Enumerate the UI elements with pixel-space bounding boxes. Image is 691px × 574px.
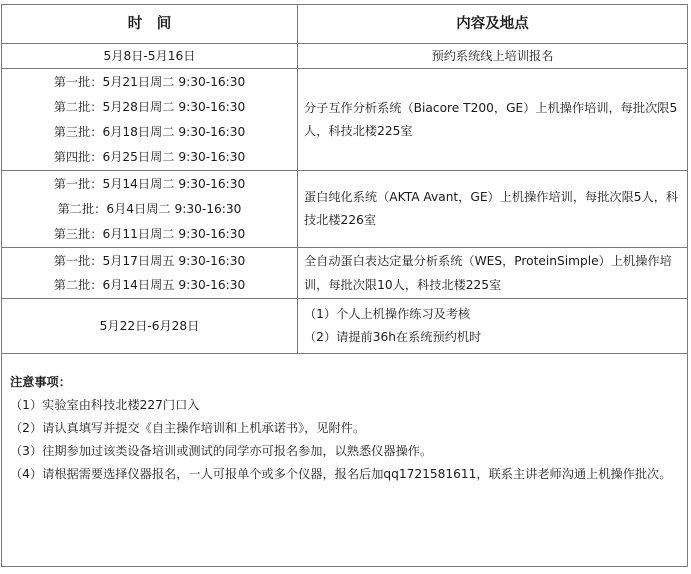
time-line: 第二批：6月4日周二 9:30-16:30 — [57, 201, 242, 216]
note-item: （2）请认真填写并提交《自主操作培训和上机承诺书》，见附件。 — [10, 421, 366, 435]
content-text: 蛋白纯化系统（AKTA Avant，GE）上机操作培训，每批次限5人，科技北楼226室 — [304, 190, 679, 227]
table-row — [2, 44, 688, 69]
content-text: 分子互作分析系统（Biacore T200，GE）上机操作培训，每批次限5人，科技北楼225室 — [304, 100, 678, 138]
time-line: 第一批：5月14日周二 9:30-16:30 — [53, 176, 246, 191]
content-cell — [298, 44, 688, 69]
time-line: 第四批：6月25日周二 9:30-16:30 — [53, 149, 246, 164]
header-time: 时 间 — [2, 5, 298, 44]
time-line: 5月22日-6月28日 — [99, 318, 200, 333]
content-line: （1）个人上机操作练习及考核 — [304, 307, 471, 321]
table-row — [2, 248, 688, 299]
time-cell — [2, 69, 298, 171]
content-cell — [298, 171, 688, 248]
time-line: 第三批：6月11日周二 9:30-16:30 — [53, 226, 246, 241]
notes-row — [2, 354, 688, 567]
note-item: （3）往期参加过该类设备培训或测试的同学亦可报名参加，以熟悉仪器操作。 — [10, 444, 433, 458]
time-line: 第三批：6月18日周二 9:30-16:30 — [53, 124, 246, 139]
table-row — [2, 69, 688, 171]
content-line: 预约系统线上培训报名 — [431, 48, 554, 63]
notes-title: 注意事项： — [10, 375, 71, 389]
time-line: 第一批：5月21日周二 9:30-16:30 — [53, 74, 246, 89]
note-item: （1）实验室由科技北楼227门口入 — [10, 398, 200, 412]
note-item: （4）请根据需要选择仪器报名，一人可报单个或多个仪器，报名后加qq1721581611，联系主讲老师沟通上机操作批次。 — [10, 467, 672, 481]
content-cell — [298, 69, 688, 171]
time-cell — [2, 44, 298, 69]
schedule-table — [1, 4, 688, 567]
header-content: 内容及地点 — [298, 5, 688, 44]
content-text: 全自动蛋白表达定量分析系统（WES，ProteinSimple）上机操作培训，每批次限10人，科技北楼225室 — [304, 254, 672, 292]
table-row — [2, 171, 688, 248]
content-cell — [298, 299, 688, 354]
time-line: 第一批：5月17日周五 9:30-16:30 — [53, 254, 246, 268]
time-line: 5月8日-5月16日 — [103, 48, 196, 63]
time-cell — [2, 248, 298, 299]
table-row — [2, 299, 688, 354]
content-line: （2）请提前36h在系统预约机时 — [304, 330, 482, 344]
content-cell — [298, 248, 688, 299]
time-line: 第二批：5月28日周二 9:30-16:30 — [53, 99, 246, 114]
time-line: 第二批：6月14日周五 9:30-16:30 — [53, 278, 246, 292]
time-cell — [2, 299, 298, 354]
time-cell — [2, 171, 298, 248]
table-header-row — [2, 5, 688, 44]
notes-cell — [2, 354, 688, 567]
